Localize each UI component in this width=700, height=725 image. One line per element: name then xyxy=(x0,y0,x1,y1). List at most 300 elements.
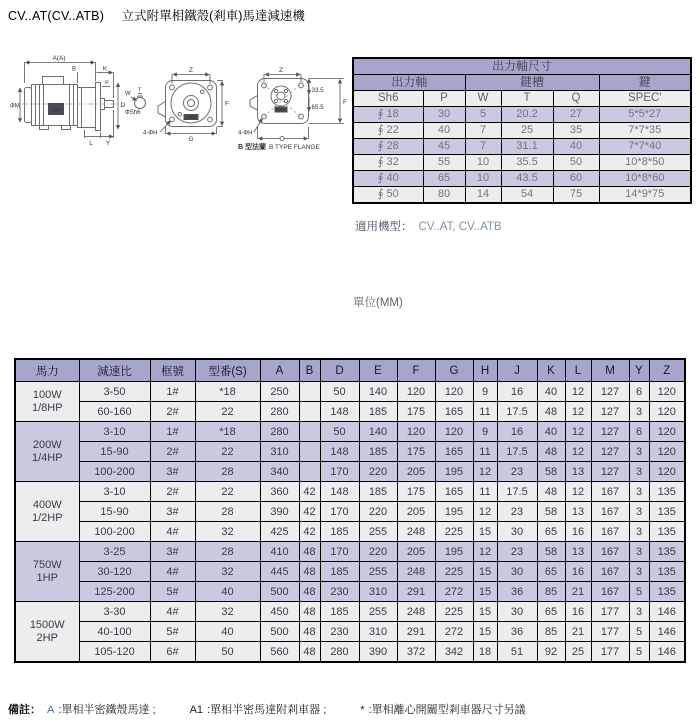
main-table-cell: 230 xyxy=(320,622,359,642)
main-table-cell: 48 xyxy=(537,402,565,422)
unit-note: 單位(MM) xyxy=(353,297,403,309)
main-table-cell: 15 xyxy=(473,582,497,602)
main-table-column: 框號 xyxy=(150,359,195,382)
main-table-row xyxy=(15,482,685,502)
main-table-cell: 3-10 xyxy=(79,482,150,502)
dim-label-sh6: ΦSh6 xyxy=(125,110,141,116)
main-table-cell: 65 xyxy=(537,522,565,542)
shaft-table-cell: 55 xyxy=(423,155,465,171)
main-table-cell: 3-10 xyxy=(79,422,150,442)
main-table-cell: 120 xyxy=(649,462,685,482)
main-table-cell: 167 xyxy=(591,582,629,602)
main-table-cell: 32 xyxy=(195,602,260,622)
main-table-cell: 5 xyxy=(629,622,649,642)
main-table-cell: 3# xyxy=(150,462,195,482)
brand-logo: CPG xyxy=(51,107,61,113)
shaft-table-cell: 65 xyxy=(423,171,465,187)
main-table-cell: 3-30 xyxy=(79,602,150,622)
main-table-cell: 21 xyxy=(565,622,591,642)
shaft-table-title-row xyxy=(353,58,691,75)
footnote-item: A :單相半密鐵殼馬達 ; xyxy=(47,704,156,716)
power-cell: 1500W 2HP xyxy=(15,602,79,663)
main-table-cell: 3 xyxy=(629,522,649,542)
main-table-cell: 5 xyxy=(629,642,649,663)
applicable-label: 適用機型： xyxy=(355,221,413,233)
main-table-cell: 140 xyxy=(359,382,397,402)
main-table-cell: 6 xyxy=(629,422,649,442)
main-table-cell: 32 xyxy=(195,562,260,582)
main-table-row xyxy=(15,402,685,422)
main-table-cell: 250 xyxy=(260,382,299,402)
main-table-cell: 372 xyxy=(397,642,435,663)
model-code: CV..AT(CV..ATB) xyxy=(8,9,105,23)
main-table-cell: 248 xyxy=(397,602,435,622)
main-table-cell: 2# xyxy=(150,482,195,502)
shaft-table-cell: 60 xyxy=(553,171,599,187)
main-table-cell: 560 xyxy=(260,642,299,663)
main-table-cell: 175 xyxy=(397,442,435,462)
footnote-label: 備註： xyxy=(8,704,41,716)
main-table-cell: 120 xyxy=(397,422,435,442)
main-table-cell: 50 xyxy=(195,642,260,663)
dim-label-d: D xyxy=(120,102,126,109)
main-table-cell: 3 xyxy=(629,482,649,502)
main-table-cell: 15 xyxy=(473,562,497,582)
shaft-table-cell: 5 xyxy=(465,107,501,123)
main-table-cell: 16 xyxy=(497,422,537,442)
main-table-row xyxy=(15,562,685,582)
main-table-cell: 167 xyxy=(591,482,629,502)
main-table-cell: 15 xyxy=(473,602,497,622)
brand-logo: CPG xyxy=(186,114,196,120)
main-table-cell: 205 xyxy=(397,462,435,482)
main-table-cell: 425 xyxy=(260,522,299,542)
main-table-cell: 135 xyxy=(649,522,685,542)
shaft-table-cell: 7*7*35 xyxy=(599,123,691,139)
main-table-cell: 120 xyxy=(649,442,685,462)
main-table-cell: 30-120 xyxy=(79,562,150,582)
main-table-cell: 11 xyxy=(473,442,497,462)
main-table-cell: 3 xyxy=(629,602,649,622)
main-table-cell: 17.5 xyxy=(497,482,537,502)
applicable-models xyxy=(355,218,502,234)
main-table-cell: 12 xyxy=(565,442,591,462)
shaft-table-row xyxy=(353,123,691,139)
main-table-row xyxy=(15,602,685,622)
brand-logo: CPG xyxy=(276,108,286,112)
main-table-cell: 12 xyxy=(565,482,591,502)
main-table-cell: 28 xyxy=(195,462,260,482)
footnote-key: A xyxy=(47,704,55,716)
main-table-cell: 12 xyxy=(565,382,591,402)
dim-label-f-front: F xyxy=(225,100,229,108)
shaft-table-group-row xyxy=(353,75,691,91)
main-table-column: K xyxy=(537,359,565,382)
main-table-cell: 92 xyxy=(537,642,565,663)
main-table-cell: 120 xyxy=(435,422,473,442)
shaft-table-cell: 14 xyxy=(465,187,501,204)
shaft-table-column: Sh6 xyxy=(353,91,423,107)
main-table-cell: 135 xyxy=(649,482,685,502)
main-table-cell: 120 xyxy=(435,382,473,402)
main-table-body xyxy=(15,359,685,662)
shaft-table-cell: 10 xyxy=(465,155,501,171)
main-table-cell: 17.5 xyxy=(497,442,537,462)
main-table-cell: 248 xyxy=(397,522,435,542)
main-table-cell: 40-100 xyxy=(79,622,150,642)
main-table-column: F xyxy=(397,359,435,382)
shaft-table-cell: 45 xyxy=(423,139,465,155)
shaft-detail-dimensions xyxy=(131,94,142,101)
main-table-cell: 32 xyxy=(195,522,260,542)
main-table-cell: 48 xyxy=(537,482,565,502)
dim-label-33-5: 33.5 xyxy=(311,87,324,94)
main-table-cell: 100-200 xyxy=(79,522,150,542)
shaft-table-cell: ∮ 40 xyxy=(353,171,423,187)
main-table-column: 型番(S) xyxy=(195,359,260,382)
main-table-cell: 135 xyxy=(649,582,685,602)
main-table-cell: 12 xyxy=(565,422,591,442)
main-table-cell: 23 xyxy=(497,542,537,562)
main-table-cell: 48 xyxy=(299,582,320,602)
main-table-cell: 175 xyxy=(397,402,435,422)
main-table-cell: 58 xyxy=(537,502,565,522)
main-table-cell: 135 xyxy=(649,502,685,522)
main-table-cell: 16 xyxy=(565,522,591,542)
main-table-cell: 100-200 xyxy=(79,462,150,482)
footnote-key: * xyxy=(360,704,365,716)
main-table-cell: 3-50 xyxy=(79,382,150,402)
main-table-column: B xyxy=(299,359,320,382)
main-table-cell: 410 xyxy=(260,542,299,562)
main-table-cell: 30 xyxy=(497,602,537,622)
main-table-cell: 22 xyxy=(195,442,260,462)
main-table-cell: 170 xyxy=(320,542,359,562)
shaft-table-row xyxy=(353,155,691,171)
b-flange-caption: B 型法蘭 B TYPE FLANGE xyxy=(238,144,320,151)
main-table-cell: 280 xyxy=(260,402,299,422)
shaft-table-row xyxy=(353,139,691,155)
main-table-cell: 1# xyxy=(150,382,195,402)
shaft-table-cell: 35.5 xyxy=(501,155,553,171)
shaft-table-cell: 10 xyxy=(465,171,501,187)
main-table-cell: 3 xyxy=(629,442,649,462)
main-table-cell: 6# xyxy=(150,642,195,663)
main-table-cell: 146 xyxy=(649,642,685,663)
main-table-cell: 3 xyxy=(629,462,649,482)
main-table-cell: 15 xyxy=(473,522,497,542)
shaft-table-cell: 40 xyxy=(423,123,465,139)
shaft-table-cell: 27 xyxy=(553,107,599,123)
main-table-cell: 340 xyxy=(260,462,299,482)
main-table-cell: 9 xyxy=(473,422,497,442)
main-table-cell: 167 xyxy=(591,522,629,542)
main-table-cell: 12 xyxy=(473,502,497,522)
main-table-cell: 12 xyxy=(473,542,497,562)
power-cell: 100W 1/8HP xyxy=(15,382,79,422)
shaft-detail-drawing xyxy=(135,96,146,109)
shaft-table-group: 出力軸 xyxy=(353,75,465,91)
main-table-cell: 2# xyxy=(150,442,195,462)
main-table-cell: 291 xyxy=(397,582,435,602)
main-table-cell: 105-120 xyxy=(79,642,150,663)
main-table-cell: 225 xyxy=(435,562,473,582)
main-table-cell: 360 xyxy=(260,482,299,502)
shaft-table-cell: 54 xyxy=(501,187,553,204)
main-table-cell: 1# xyxy=(150,422,195,442)
shaft-table-group: 鍵槽 xyxy=(465,75,599,91)
shaft-table-cell: ∮ 32 xyxy=(353,155,423,171)
main-table-cell: 205 xyxy=(397,542,435,562)
main-table-cell: 225 xyxy=(435,602,473,622)
main-table-cell: 205 xyxy=(397,502,435,522)
main-table-row xyxy=(15,442,685,462)
main-table-cell xyxy=(299,402,320,422)
main-table-row xyxy=(15,382,685,402)
main-table-cell: 177 xyxy=(591,642,629,663)
main-table-cell: 16 xyxy=(565,602,591,622)
shaft-table-cell: 50 xyxy=(553,155,599,171)
main-table-cell: 127 xyxy=(591,442,629,462)
main-table-cell: 15 xyxy=(473,622,497,642)
main-table-cell: 36 xyxy=(497,582,537,602)
shaft-table-cell: ∮ 22 xyxy=(353,123,423,139)
power-cell: 200W 1/4HP xyxy=(15,422,79,482)
main-table-cell: 450 xyxy=(260,602,299,622)
shaft-table-cell: 7*7*40 xyxy=(599,139,691,155)
main-table-cell: 120 xyxy=(649,422,685,442)
main-table-cell: 3 xyxy=(629,502,649,522)
main-table-row xyxy=(15,582,685,602)
main-table-cell: 120 xyxy=(397,382,435,402)
main-table-cell: 30 xyxy=(497,562,537,582)
main-table-cell: 185 xyxy=(320,602,359,622)
shaft-table-cell: 7 xyxy=(465,139,501,155)
main-table-cell: 3-25 xyxy=(79,542,150,562)
main-table-column: Z xyxy=(649,359,685,382)
main-table-cell: 185 xyxy=(359,442,397,462)
main-table-column: G xyxy=(435,359,473,382)
shaft-table-column: P xyxy=(423,91,465,107)
shaft-table-cell: 10*8*60 xyxy=(599,171,691,187)
footnote-key: A1 xyxy=(189,704,204,716)
main-table-cell: 58 xyxy=(537,542,565,562)
main-table-cell: 12 xyxy=(565,402,591,422)
page-title xyxy=(8,6,305,24)
main-table-cell: 291 xyxy=(397,622,435,642)
dim-label-w: W xyxy=(125,91,131,97)
main-table-cell: 120 xyxy=(649,402,685,422)
main-table-column: E xyxy=(359,359,397,382)
shaft-table-cell: 80 xyxy=(423,187,465,204)
main-table-cell: 135 xyxy=(649,542,685,562)
footnote-items xyxy=(47,704,560,716)
shaft-table-body xyxy=(353,58,691,203)
main-table-cell: 22 xyxy=(195,402,260,422)
main-table-column: 減速比 xyxy=(79,359,150,382)
main-table-cell: 65 xyxy=(537,562,565,582)
main-table-cell: 220 xyxy=(359,462,397,482)
main-table-cell xyxy=(299,462,320,482)
main-table-cell: *18 xyxy=(195,422,260,442)
main-table-cell: 40 xyxy=(195,582,260,602)
shaft-table-cell: 43.5 xyxy=(501,171,553,187)
footnote xyxy=(8,701,560,717)
power-cell: 750W 1HP xyxy=(15,542,79,602)
main-table-cell: 177 xyxy=(591,602,629,622)
main-table-cell: 255 xyxy=(359,522,397,542)
dim-label-f-bflange: F xyxy=(343,99,347,106)
main-table-cell: 48 xyxy=(299,622,320,642)
main-table-cell: 23 xyxy=(497,502,537,522)
main-table-cell: 127 xyxy=(591,422,629,442)
main-table-cell: 3# xyxy=(150,542,195,562)
main-table-cell: 50 xyxy=(320,422,359,442)
main-table-cell: 185 xyxy=(320,562,359,582)
shaft-table-cell: 5*5*27 xyxy=(599,107,691,123)
main-table-cell: 148 xyxy=(320,482,359,502)
shaft-table-cell: ∮ 18 xyxy=(353,107,423,123)
main-table-row xyxy=(15,522,685,542)
main-table-cell: 51 xyxy=(497,642,537,663)
main-table-cell: 48 xyxy=(299,602,320,622)
shaft-table-cell: 30 xyxy=(423,107,465,123)
main-table-column: Y xyxy=(629,359,649,382)
main-table-cell: 125-200 xyxy=(79,582,150,602)
main-table-cell: 165 xyxy=(435,402,473,422)
main-table-cell: 280 xyxy=(320,642,359,663)
footnote-item: * :單相離心開關型剎車器尺寸另議 xyxy=(360,704,526,716)
main-table-cell: 13 xyxy=(565,462,591,482)
main-table-cell: 85 xyxy=(537,622,565,642)
main-table-cell: 9 xyxy=(473,382,497,402)
main-table-cell: 255 xyxy=(359,602,397,622)
main-table-cell: 148 xyxy=(320,402,359,422)
main-table-column: H xyxy=(473,359,497,382)
shaft-table-cell: ∮ 50 xyxy=(353,187,423,204)
main-table-cell: 18 xyxy=(473,642,497,663)
dim-label-y: Y xyxy=(105,140,111,147)
main-table-cell: 225 xyxy=(435,522,473,542)
main-table-cell: 127 xyxy=(591,462,629,482)
main-table-cell: 60-160 xyxy=(79,402,150,422)
shaft-table-cell: 7 xyxy=(465,123,501,139)
main-table-cell: 58 xyxy=(537,462,565,482)
main-table-column: D xyxy=(320,359,359,382)
dim-label-holes-bflange: 4-ΦH xyxy=(238,130,253,137)
main-table-cell: 5# xyxy=(150,622,195,642)
main-table-cell: 2# xyxy=(150,402,195,422)
dim-label-g: G xyxy=(188,136,194,143)
main-table-row xyxy=(15,542,685,562)
main-table-cell: 25 xyxy=(565,642,591,663)
main-table-cell: 177 xyxy=(591,622,629,642)
main-table-cell: 11 xyxy=(473,482,497,502)
main-table-cell: 13 xyxy=(565,542,591,562)
main-table-row xyxy=(15,642,685,663)
shaft-table-cell: 20.2 xyxy=(501,107,553,123)
shaft-table-cell: 35 xyxy=(553,123,599,139)
main-table-cell: 42 xyxy=(299,502,320,522)
main-table-cell: 36 xyxy=(497,622,537,642)
main-table-cell: 127 xyxy=(591,402,629,422)
main-table-cell: 272 xyxy=(435,582,473,602)
main-table-cell: 5# xyxy=(150,582,195,602)
power-cell: 400W 1/2HP xyxy=(15,482,79,542)
main-table-cell: 42 xyxy=(299,482,320,502)
main-table-cell xyxy=(299,382,320,402)
title-description: 立式附單相鐵殼(剎車)馬達減速機 xyxy=(121,9,305,23)
shaft-table-column: T xyxy=(501,91,553,107)
main-table-cell: 165 xyxy=(435,442,473,462)
main-table-cell: 6 xyxy=(629,382,649,402)
main-table-cell: 28 xyxy=(195,502,260,522)
footnote-item: A1 :單相半密馬達附剎車器 ; xyxy=(189,704,327,716)
dim-label-65-5: 65.5 xyxy=(311,104,324,111)
main-table-cell: 170 xyxy=(320,462,359,482)
dim-label-t: T xyxy=(138,87,142,94)
main-table-cell: 272 xyxy=(435,622,473,642)
main-table-cell: 13 xyxy=(565,502,591,522)
main-table-cell: 167 xyxy=(591,542,629,562)
main-table-cell: 21 xyxy=(565,582,591,602)
main-table-cell: 146 xyxy=(649,602,685,622)
main-table-cell: 167 xyxy=(591,502,629,522)
main-table-cell: 310 xyxy=(260,442,299,462)
shaft-table-cell: 75 xyxy=(553,187,599,204)
main-table-cell: 48 xyxy=(299,642,320,663)
main-table-cell: 28 xyxy=(195,542,260,562)
main-table-cell: 220 xyxy=(359,542,397,562)
main-table-cell: 22 xyxy=(195,482,260,502)
main-table-cell: 135 xyxy=(649,562,685,582)
shaft-table-cell: 31.1 xyxy=(501,139,553,155)
main-table-cell: 40 xyxy=(537,422,565,442)
main-table-header-row xyxy=(15,359,685,382)
main-table-cell: 42 xyxy=(299,522,320,542)
main-table-cell: 50 xyxy=(320,382,359,402)
main-table-cell: 342 xyxy=(435,642,473,663)
shaft-table-header-row xyxy=(353,91,691,107)
main-table-row xyxy=(15,622,685,642)
shaft-table-title: 出力軸尺寸 xyxy=(353,58,691,75)
shaft-table-cell: 40 xyxy=(553,139,599,155)
main-table-cell: 16 xyxy=(497,382,537,402)
main-table-cell: 48 xyxy=(537,442,565,462)
main-table-row xyxy=(15,422,685,442)
main-table-cell: 195 xyxy=(435,542,473,562)
main-table-cell: 310 xyxy=(359,582,397,602)
main-table-cell: 445 xyxy=(260,562,299,582)
shaft-table-column: W xyxy=(465,91,501,107)
main-table-cell: 48 xyxy=(299,562,320,582)
main-table-cell: 17.5 xyxy=(497,402,537,422)
main-table-cell: 4# xyxy=(150,522,195,542)
dim-label-holes-front: 4-ΦH xyxy=(143,130,158,137)
dim-label-m: ΦM xyxy=(10,103,20,110)
main-table-cell: 248 xyxy=(397,562,435,582)
main-table-cell: 65 xyxy=(537,602,565,622)
main-table-cell: 40 xyxy=(195,622,260,642)
main-table-cell: 148 xyxy=(320,442,359,462)
main-table-cell: 195 xyxy=(435,502,473,522)
main-table-column: 馬力 xyxy=(15,359,79,382)
main-table-cell: 12 xyxy=(473,462,497,482)
main-table-row xyxy=(15,462,685,482)
shaft-table-row xyxy=(353,187,691,204)
main-table-cell: 15-90 xyxy=(79,442,150,462)
main-table-cell: 167 xyxy=(591,562,629,582)
